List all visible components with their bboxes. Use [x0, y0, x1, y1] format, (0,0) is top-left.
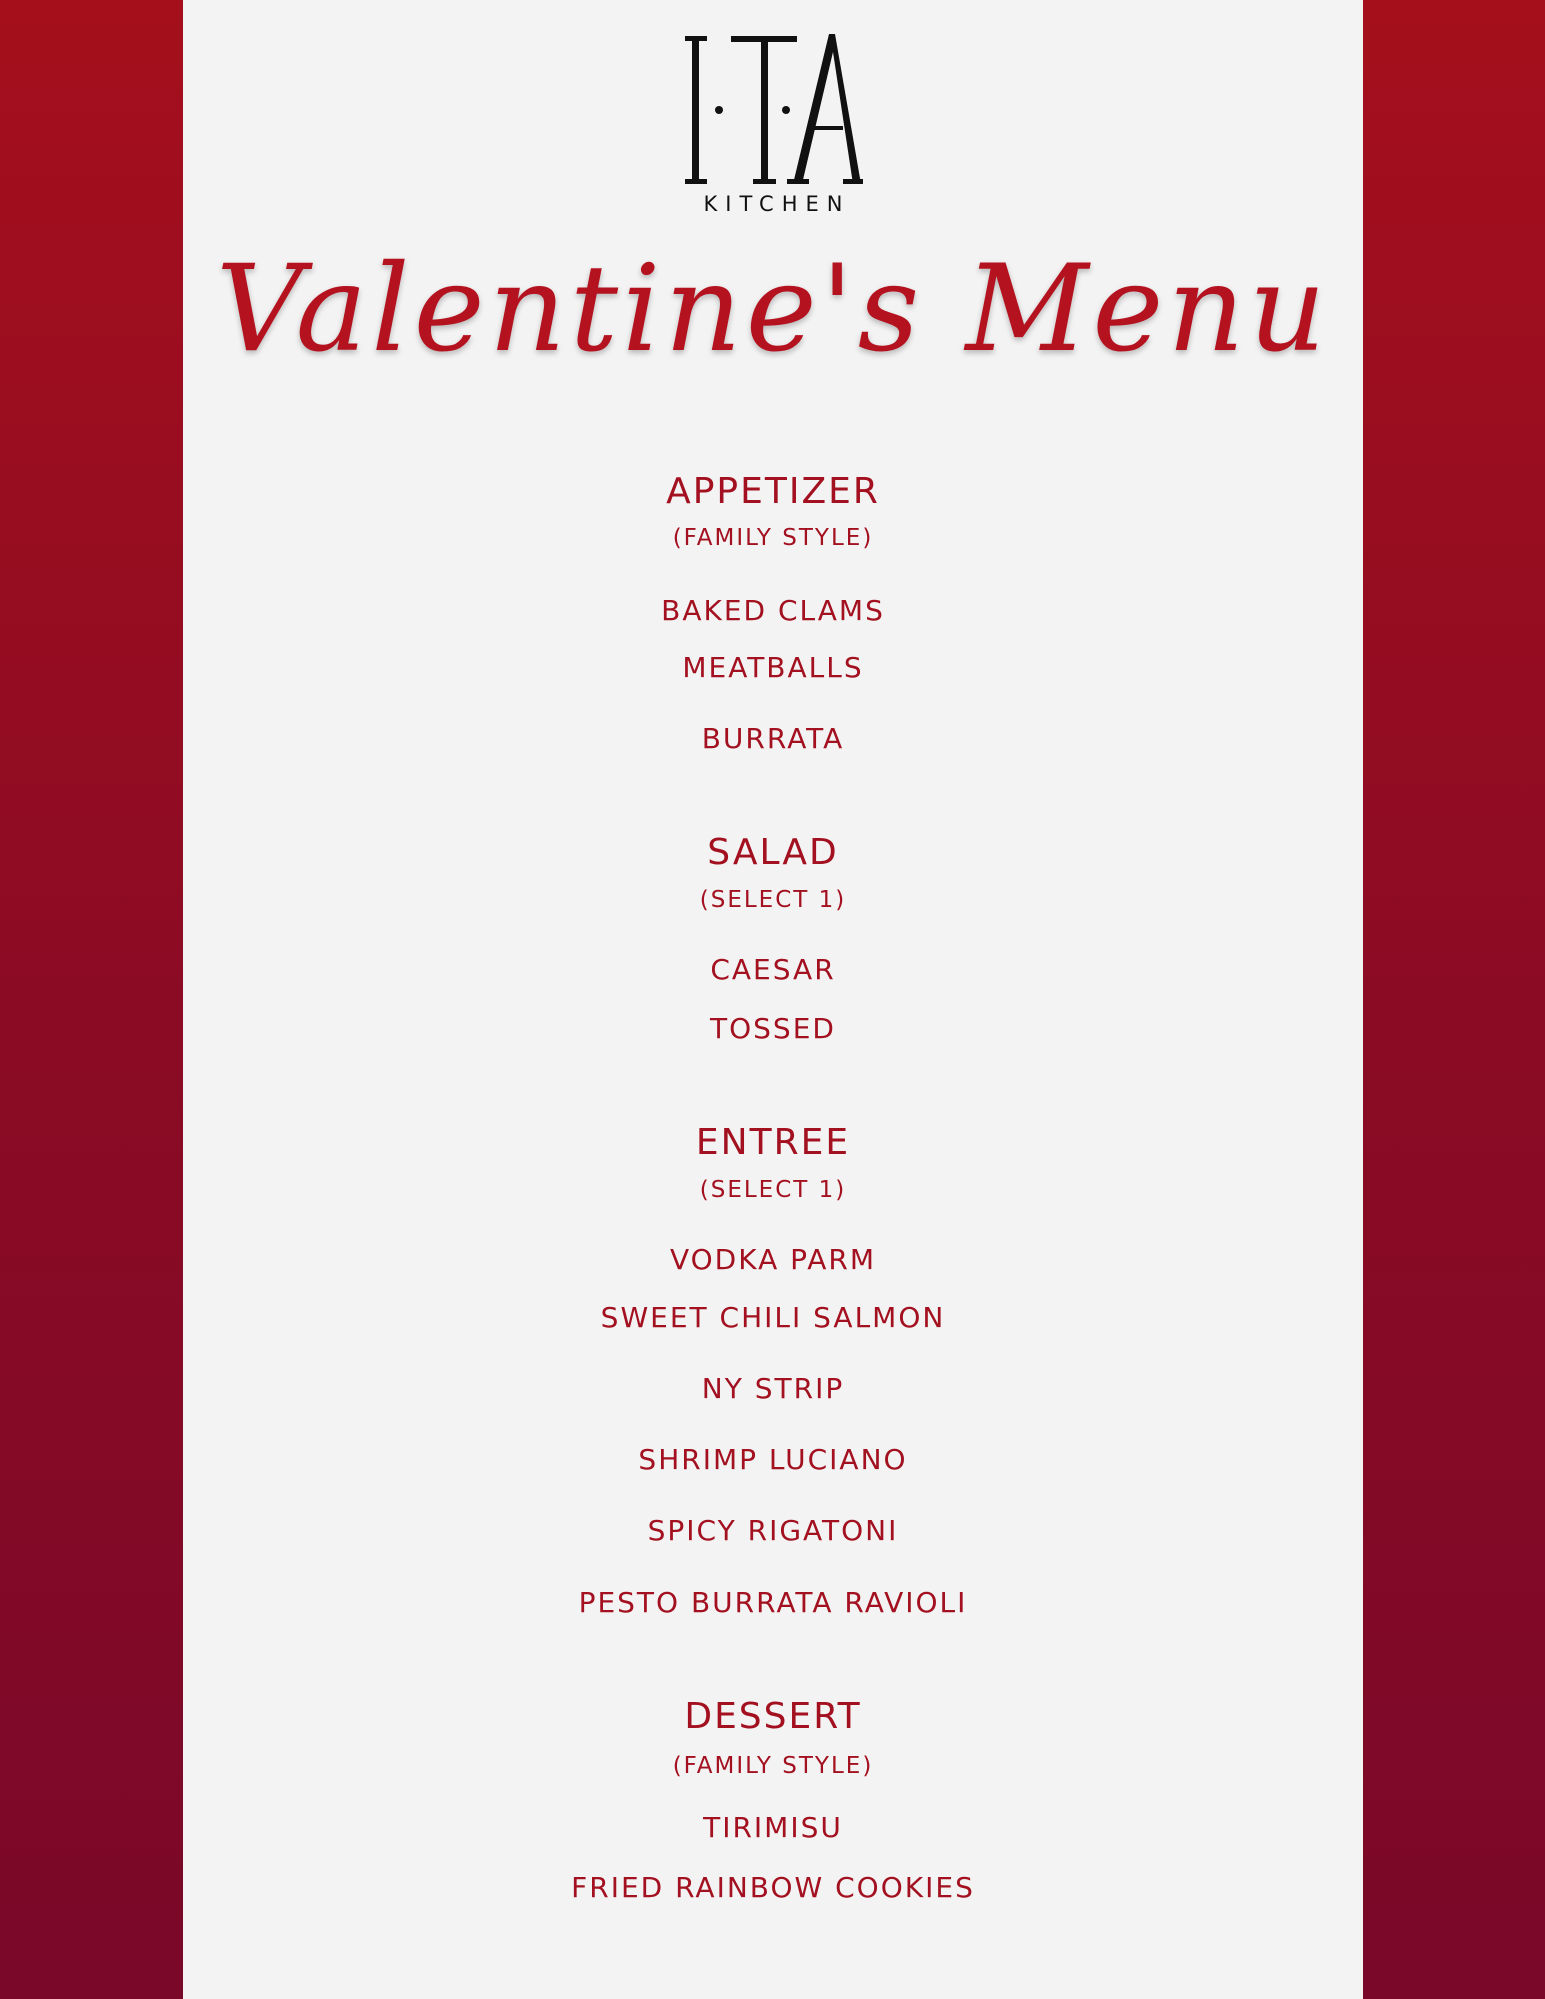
- menu-item: NY STRIP: [701, 1372, 845, 1405]
- menu-item: FRIED RAINBOW COOKIES: [571, 1871, 975, 1904]
- menu-item: VODKA PARM: [669, 1243, 877, 1276]
- menu-page: [183, 0, 1363, 1999]
- menu-item: CAESAR: [710, 953, 836, 986]
- menu-item: PESTO BURRATA RAVIOLI: [578, 1586, 968, 1619]
- menu-item: SWEET CHILI SALMON: [600, 1301, 946, 1334]
- section-note-dessert: (FAMILY STYLE): [672, 1753, 874, 1779]
- menu-item: SPICY RIGATONI: [647, 1514, 899, 1547]
- menu-title: Valentine's Menu: [216, 240, 1330, 379]
- section-note-salad: (SELECT 1): [699, 887, 847, 913]
- menu-item: BAKED CLAMS: [661, 594, 885, 627]
- section-heading-salad: SALAD: [707, 832, 839, 873]
- section-heading-entree: ENTREE: [695, 1122, 851, 1163]
- section-note-entree: (SELECT 1): [699, 1177, 847, 1203]
- section-heading-appetizer: APPETIZER: [666, 471, 880, 512]
- ita-logo-mark: [683, 30, 863, 190]
- logo-subtitle: KITCHEN: [703, 192, 851, 216]
- section-note-appetizer: (FAMILY STYLE): [672, 525, 874, 551]
- menu-item: BURRATA: [701, 722, 845, 755]
- menu-item: MEATBALLS: [682, 651, 864, 684]
- menu-item: TOSSED: [710, 1012, 836, 1045]
- menu-item: SHRIMP LUCIANO: [638, 1443, 908, 1476]
- section-heading-dessert: DESSERT: [684, 1696, 862, 1737]
- restaurant-logo: [183, 30, 1363, 216]
- menu-item: TIRIMISU: [703, 1811, 843, 1844]
